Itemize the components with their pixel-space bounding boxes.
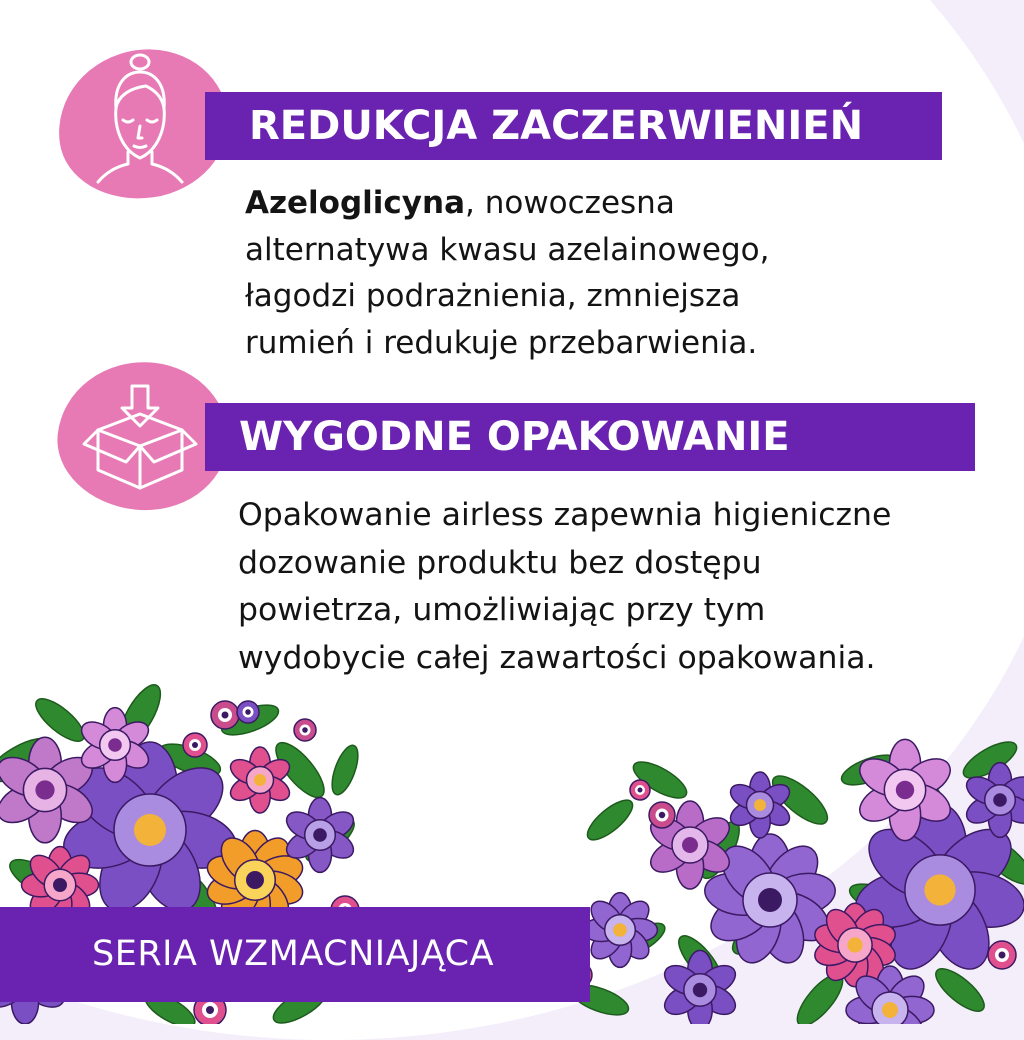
- section-title: WYGODNE OPAKOWANIE: [239, 414, 790, 460]
- series-label: SERIA WZMACNIAJĄCA: [92, 934, 495, 974]
- description-line: alternatywa kwasu azelainowego,: [245, 231, 770, 268]
- description-line: powietrza, umożliwiając przy tym: [238, 592, 766, 628]
- section-title: REDUKCJA ZACZERWIENIEŃ: [249, 103, 864, 149]
- description-line: łagodzi podrażnienia, zmniejsza: [245, 278, 741, 314]
- description-line: dozowanie produktu bez dostępu: [238, 544, 762, 581]
- ingredient-name: Azeloglicyna: [245, 185, 465, 221]
- description-line: Azeloglicyna, nowoczesna: [245, 185, 675, 221]
- description-line: Opakowanie airless zapewnia higieniczne: [238, 497, 892, 533]
- description-line: wydobycie całej zawartości opakowania.: [238, 639, 876, 676]
- description-line: rumień i redukuje przebarwienia.: [245, 324, 758, 361]
